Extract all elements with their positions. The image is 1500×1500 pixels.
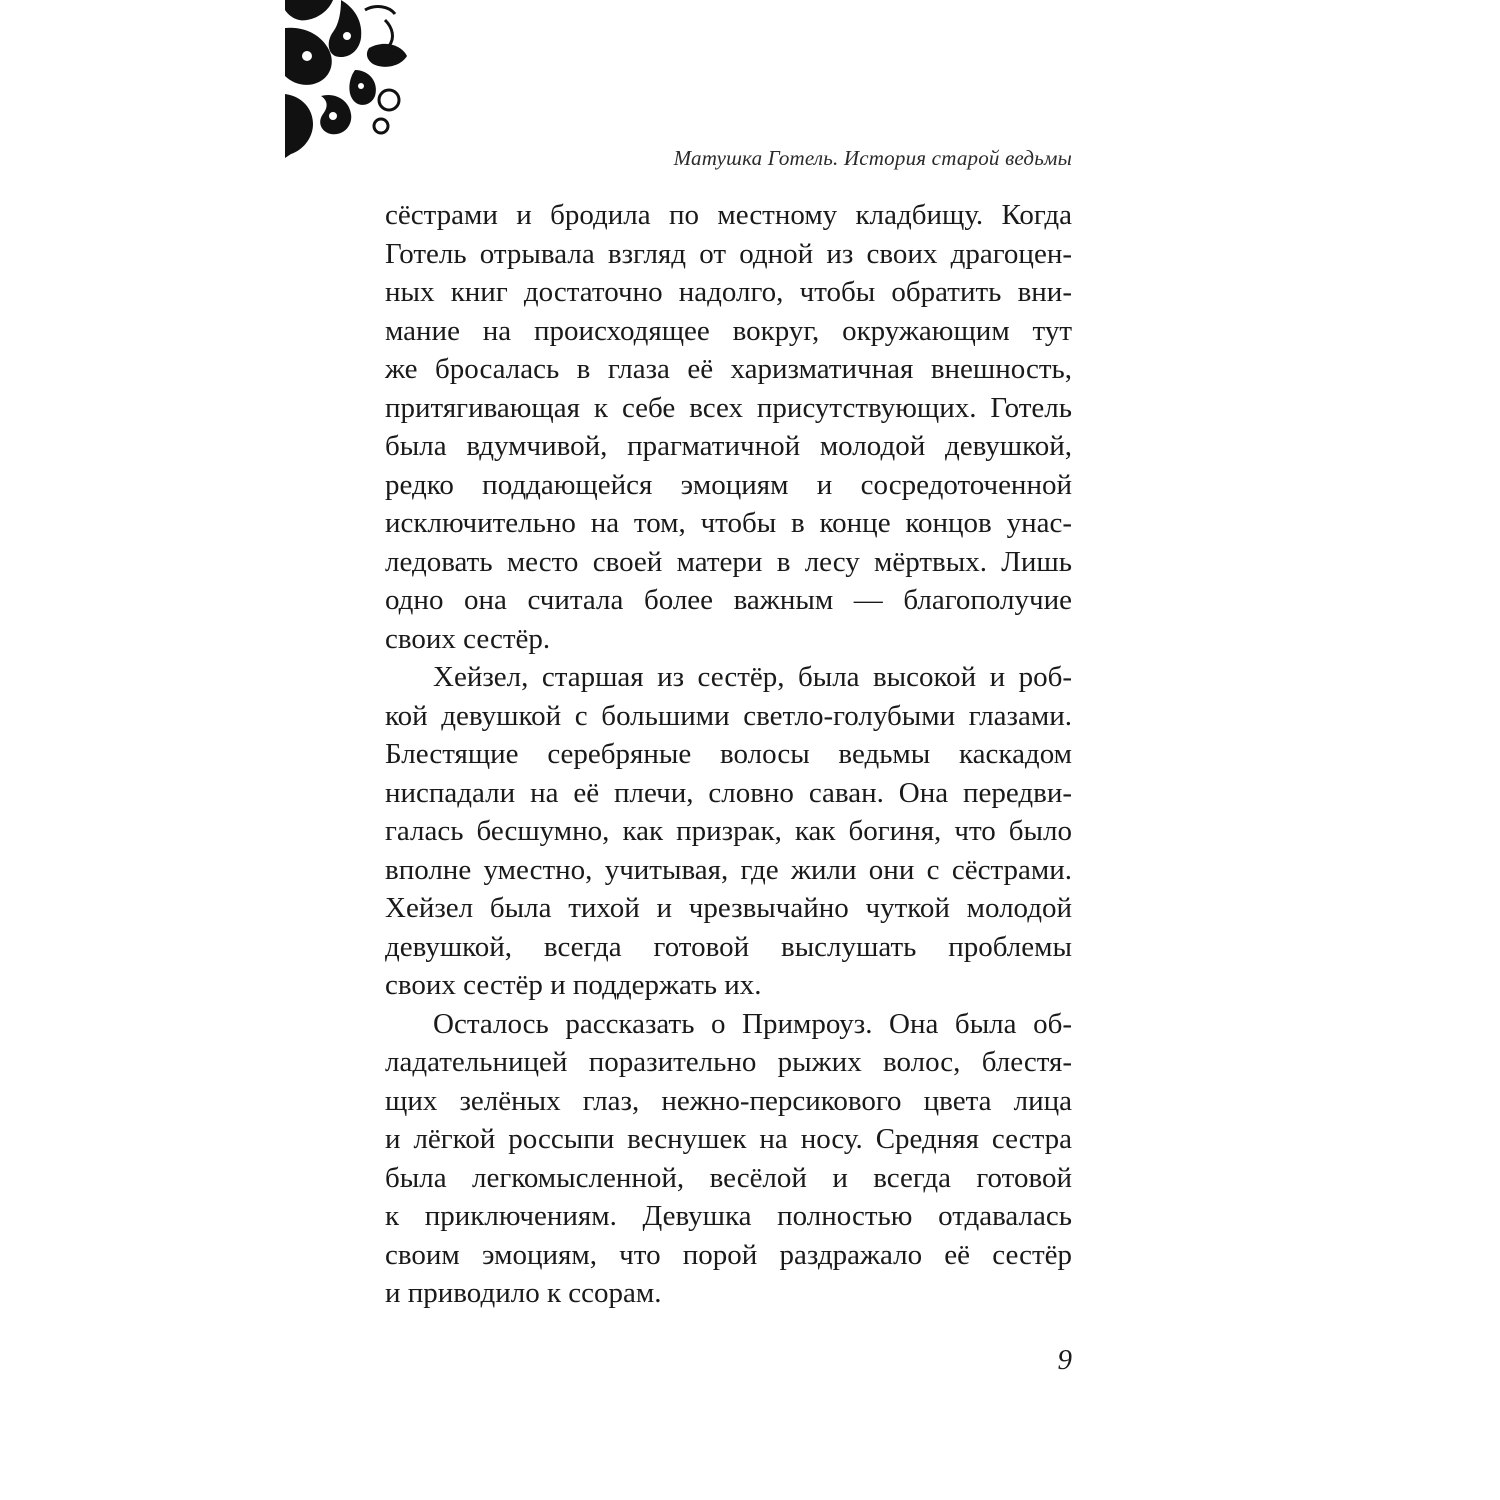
text-line: была вдумчивой, прагматичной молодой девушкой, xyxy=(385,430,1072,462)
text-line: своих сестёр. xyxy=(385,622,551,655)
text-line: Блестящие серебряные волосы ведьмы каскадом xyxy=(385,738,1072,770)
text-line: мание на происходящее вокруг, окружающим тут xyxy=(385,314,1072,347)
text-line: притягивающая к себе всех присутствующих. Готель xyxy=(385,391,1072,424)
text-line: своих сестёр и поддержать их. xyxy=(385,969,762,1001)
paragraph-start-line: Хейзел, старшая из сестёр, была высокой и роб- xyxy=(433,661,1072,693)
text-line: была легкомысленной, весёлой и всегда готовой xyxy=(385,1161,1072,1194)
text-line: сёстрами и бродила по местному кладбищу. Когда xyxy=(385,199,1072,231)
text-line: ледовать место своей матери в лесу мёртвых. Лишь xyxy=(385,545,1072,578)
text-line: и лёгкой россыпи веснушек на носу. Средняя сестра xyxy=(385,1123,1072,1155)
page-number: 9 xyxy=(1057,1344,1072,1376)
text-line: кой девушкой с большими светло-голубыми глазами. xyxy=(385,699,1072,732)
running-header: Матушка Готель. История старой ведьмы xyxy=(673,146,1072,170)
corner-ornament-icon xyxy=(285,0,410,158)
text-line: щих зелёных глаз, нежно-персикового цвета лица xyxy=(385,1084,1072,1117)
text-line: Готель отрывала взгляд от одной из своих драгоцен- xyxy=(385,237,1072,270)
text-line: ных книг достаточно надолго, чтобы обратить вни- xyxy=(385,276,1072,308)
body-text xyxy=(385,196,1072,1313)
text-line: вполне уместно, учитывая, где жили они с сёстрами. xyxy=(385,853,1072,886)
text-line: одно она считала более важным — благополучие xyxy=(385,584,1072,616)
text-line: галась бесшумно, как призрак, как богиня, что было xyxy=(385,815,1072,847)
text-line: к приключениям. Девушка полностью отдавалась xyxy=(385,1200,1072,1232)
text-line: же бросалась в глаза её харизматичная внешность, xyxy=(385,353,1072,385)
text-line: исключительно на том, чтобы в конце концов унас- xyxy=(385,507,1072,539)
text-line: Хейзел была тихой и чрезвычайно чуткой молодой xyxy=(385,892,1072,924)
text-line: девушкой, всегда готовой выслушать проблемы xyxy=(385,930,1072,963)
text-line: редко поддающейся эмоциям и сосредоточенной xyxy=(385,468,1072,501)
text-line: ладательницей поразительно рыжих волос, блестя- xyxy=(385,1046,1072,1078)
text-line: ниспадали на её плечи, словно саван. Она передви- xyxy=(385,776,1072,809)
text-line: и приводило к ссорам. xyxy=(385,1277,662,1309)
text-line: своим эмоциям, что порой раздражало её сестёр xyxy=(385,1238,1072,1271)
paragraph-start-line: Осталось рассказать о Примроуз. Она была об- xyxy=(433,1007,1072,1040)
